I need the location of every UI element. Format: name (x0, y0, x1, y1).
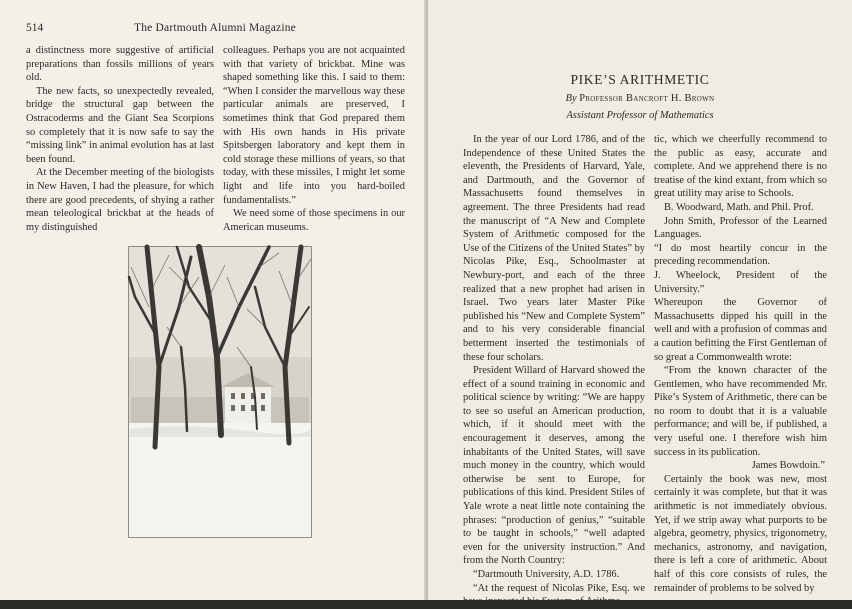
magazine-title: The Dartmouth Alumni Magazine (134, 22, 296, 34)
paragraph: At the December meeting of the biologists in New Haven, I had the pleasure, for which there are good precedents, of shying a rather mean teleological brickbat at the heads of my distinguished (26, 167, 214, 233)
photo-illustration (129, 247, 311, 537)
quotation: “From the known character of the Gentlemen, who have recommended Mr. Pike’s System of Arithmetic, there can be no room to doubt that it is a valuable performance; and will be, if published, a very useful one. I therefore wish him success in its publication. (654, 365, 827, 458)
paragraph: “I do most heartily concur in the preceding recommendation. (654, 242, 827, 268)
paragraph: “Dartmouth University, A.D. 1786. (473, 569, 620, 580)
paragraph: In the year of our Lord 1786, and of the Independence of these United States the eleventh, the Presidents of Harvard, Yale, and Dartmouth, and the Governor of Massachusetts found themselves in agreement. The three Presidents had read the manuscript of “A New and Complete System of Arithmetic composed for the Use of the Citizens of the United States” by Nicolas Pike, Esq., Schoolmaster at Newbury-port, and each of the three realized that a new prophet had arisen in Israel. Two years later Master Pike published his “New and Complete System” and to his very considerable financial betterment inserted the testimonials of these four scholars. (463, 134, 645, 363)
signature-line: James Bowdoin.” (751, 460, 825, 472)
signature-line: J. Wheelock, President of the University.” (654, 269, 827, 295)
byline (428, 93, 852, 104)
paragraph: We need some of those specimens in our American museums. (223, 208, 405, 233)
paragraph: tic, which we cheerfully recommend to the public as easy, accurate and complete. And we apprehend there is no treatise of the kind extant, from which so great utility may arise to Schools. (654, 134, 827, 200)
winter-campus-photograph (128, 246, 312, 538)
paragraph: “At the request of Nicolas Pike, Esq. we have inspected his System of Arithme- (463, 582, 645, 608)
left-page (0, 0, 426, 600)
byline-prefix: By (565, 93, 577, 104)
paragraph: Whereupon the Governor of Massachusetts dipped his quill in the well and with a profusion of commas and a caution befitting the First Gentleman of so great a Commonwealth wrote: (654, 297, 827, 363)
paragraph: colleagues. Perhaps you are not acquainted with that variety of brickbat. Mine was shaped something like this. I said to them: “When I consider the marvellous way these particular animals are preserved, I sometimes think that God prepared them with His own hands in His private Spitsbergen laboratory and kept them in cold storage these millions of years, so that today, with these missiles, I might let some light and life into you hard-boiled fundamentalists.” (223, 45, 405, 206)
page-number: 514 (26, 22, 44, 34)
signature-line: John Smith, Professor of the Learned Languages. (654, 215, 827, 241)
left-column-2 (223, 44, 405, 234)
signature-line: B. Woodward, Math. and Phil. Prof. (664, 201, 814, 213)
author-role: Assistant Professor of Mathematics (566, 110, 714, 121)
paragraph: President Willard of Harvard showed the effect of a sound training in economic and political science by writing: “We are happy to see so useful an American production, which, if it should meet with the encouragement it deserves, among the inhabitants of the United States, will save much money in the country, which would otherwise be sent to Europe, for publications of this kind. President Stiles of Yale wrote a neat little note containing the phrases: “production of genius,” “suitable to be taught in schools,” “well adapted even for the university instruction.” And from the North Country: (463, 365, 645, 567)
right-column-1 (463, 133, 645, 609)
paragraph: a distinctness more suggestive of artificial preparations than fossils millions of years old. (26, 45, 214, 84)
paragraph: Certainly the book was new, most certainly it was complete, but that it was arithmetic is not immediately obvious. Yet, if we strip away what purports to be algebra, geometry, physics, trigonometry, mechanics, astronomy, and navigation, there is left a core of arithmetic. About half of this core consists of rules, the remainder of problems to be solved by (654, 473, 827, 594)
left-column-1 (26, 44, 214, 234)
byline-author: Professor Bancroft H. Brown (579, 93, 715, 104)
right-column-2 (654, 133, 827, 595)
article-title: PIKE’S ARITHMETIC (570, 72, 710, 87)
running-head (26, 22, 406, 40)
paragraph: The new facts, so unexpectedly revealed, bridge the structural gap between the Ostracoderms and the Giant Sea Scorpions so completely that it is now safe to say the “missing link” in animal evolution has at last been found. (26, 85, 214, 165)
right-page (428, 0, 852, 608)
